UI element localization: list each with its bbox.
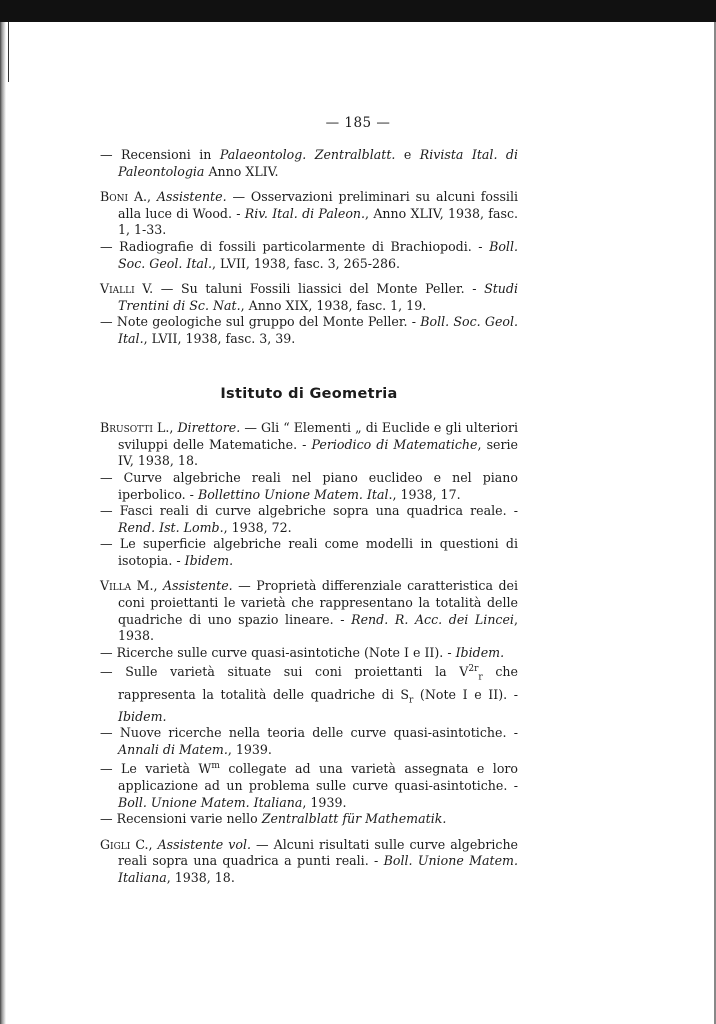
author-name: Villa <box>100 578 132 594</box>
author-role: Assistente. <box>156 189 227 205</box>
entry-recensioni-varie <box>100 811 518 828</box>
journal-title: Rend. R. Acc. dei Lincei <box>351 611 514 627</box>
author-name: Gigli <box>100 836 131 852</box>
entry-note-geologiche <box>100 314 518 347</box>
author-role: Direttore. <box>177 420 241 436</box>
entry-sulle-varieta <box>100 661 518 725</box>
spacer <box>100 828 518 837</box>
scan-top-border <box>0 0 716 22</box>
entry-text: , 1939. <box>302 794 347 810</box>
scan-left-mark <box>8 22 9 82</box>
entry-text: — Sulle varietà situate sui coni proiettanti la V <box>100 664 469 680</box>
entry-text: — Radiografie di fossili particolarmente di Brachiopodi. - <box>100 238 490 254</box>
entry-text: ., 1938, 17. <box>388 486 461 502</box>
entry-text: — Nuove ricerche nella teoria delle curve quasi-asintotiche. - <box>100 725 518 741</box>
author-name: Vialli <box>100 281 135 297</box>
journal-title: Ibidem. <box>118 708 167 724</box>
author-name: Boni <box>100 189 129 205</box>
entry-text: , 1939. <box>227 741 272 757</box>
journal-title: Periodico di Matematiche <box>311 436 478 452</box>
author-name: Brusotti <box>100 420 153 436</box>
spacer <box>100 180 518 189</box>
entry-text: C., <box>130 836 158 852</box>
math-superscript: m <box>211 761 220 772</box>
entry-ricerche <box>100 645 518 662</box>
entry-superficie <box>100 536 518 569</box>
entry-text: — Note geologiche sul gruppo del Monte Peller. - <box>100 314 421 330</box>
entry-text: , 1938, 72. <box>223 519 292 535</box>
page-number: — 185 — <box>325 115 391 131</box>
entry-radiografie <box>100 239 518 272</box>
entry-text: (Note I e II). - <box>413 686 519 702</box>
entry-text: — Fasci reali di curve algebriche sopra una quadrica reale. - <box>100 503 518 519</box>
entry-varieta-w <box>100 758 518 811</box>
entry-text: L., <box>152 420 178 436</box>
journal-title: Ibidem. <box>455 644 505 660</box>
entry-text: M., <box>131 578 163 594</box>
entry-curve-algebriche <box>100 470 518 503</box>
entry-gigli <box>100 837 518 887</box>
journal-title: Boll. Soc. Geol. Ital. <box>118 238 518 271</box>
entry-boni <box>100 189 518 239</box>
entry-text: Anno XLIV. <box>204 163 279 179</box>
entry-text: — Le superficie algebriche reali come modelli in questioni di isotopia. - <box>100 536 518 568</box>
entry-recensioni-paleo <box>100 147 518 180</box>
entry-vialli <box>100 281 518 314</box>
entry-text: — Gli “ Elementi „ di Euclide e gli ulteriori sviluppi delle Matematiche. - <box>118 420 518 452</box>
entry-text: — Recensioni in <box>100 147 220 162</box>
journal-title: Ibidem. <box>184 552 234 568</box>
entry-text: V. — Su taluni Fossili liassici del Monte Peller. - <box>134 281 485 297</box>
entry-text: — Proprietà differenziale caratteristica dei coni proiettanti le varietà che rappresentano la totalità delle quadriche di uno spazio lineare. - <box>118 578 518 627</box>
scan-left-edge <box>0 22 6 1024</box>
author-role: Assistente vol. <box>157 836 251 852</box>
entry-text: — Recensioni varie nello <box>100 811 262 827</box>
journal-title: Boll. Unione Matem. Italiana <box>118 853 518 885</box>
entry-text: , LVII, 1938, fasc. 3, 265-286. <box>211 255 401 271</box>
entry-brusotti <box>100 420 518 470</box>
entry-text: , 1938, 18. <box>166 870 235 885</box>
journal-title: Palaeontolog. Zentralblatt. <box>219 147 396 162</box>
entry-villa <box>100 578 518 644</box>
spacer <box>100 569 518 578</box>
math-subscript: r <box>478 672 483 683</box>
entry-text: collegate ad una varietà assegnata e loro applicazione ad un problema sulle curve quasi-asintotiche. - <box>118 761 519 794</box>
entry-text: , Anno XIX, 1938, fasc. 1, 19. <box>240 297 427 313</box>
entry-fasci-reali <box>100 503 518 536</box>
entry-text: e <box>395 147 420 162</box>
entry-text: , serie IV, 1938, 18. <box>118 436 518 469</box>
entry-text: — Curve algebriche reali nel piano euclideo e nel piano iperbolico. - <box>100 469 518 502</box>
entry-text: — Osservazioni preliminari su alcuni fossili alla luce di Wood. - <box>118 189 518 221</box>
journal-title: Boll. Unione Matem. Italiana <box>118 794 303 810</box>
entry-text: — Le varietà W <box>100 761 212 777</box>
journal-title: Rivista Ital. di Paleontologia <box>118 147 518 179</box>
journal-title: Studi Trentini di Sc. Nat. <box>118 281 518 313</box>
entry-nuove-ricerche <box>100 725 518 758</box>
entry-text: — Alcuni risultati sulle curve algebriche reali sopra una quadrica a punti reali. - <box>118 836 519 869</box>
author-role: Assistente. <box>163 578 233 594</box>
entry-text: , Anno XLIV, 1938, fasc. 1, 1-33. <box>118 205 518 238</box>
math-subscript: r <box>409 695 414 706</box>
section-title: Istituto di Geometria <box>220 385 398 402</box>
journal-title: Bollettino Unione Matem. Ital <box>197 486 389 502</box>
entry-text: A., <box>128 189 157 205</box>
math-superscript: 2r <box>468 664 479 675</box>
journal-title: Rend. Ist. Lomb. <box>118 519 224 535</box>
entry-text: — Ricerche sulle curve quasi-asintotiche (Note I e II). - <box>100 644 456 660</box>
spacer <box>100 272 518 281</box>
journal-title: Annali di Matem. <box>118 741 228 757</box>
entry-text: , LVII, 1938, fasc. 3, 39. <box>143 330 296 346</box>
entry-text: che rappresenta la totalità delle quadriche di S <box>118 664 518 702</box>
journal-title: Riv. Ital. di Paleon. <box>244 205 366 221</box>
journal-title: Zentralblatt für Mathematik. <box>261 811 447 827</box>
journal-title: Boll. Soc. Geol. Ital. <box>118 314 519 346</box>
entry-text: , 1938. <box>118 611 518 644</box>
page-body <box>100 147 518 887</box>
